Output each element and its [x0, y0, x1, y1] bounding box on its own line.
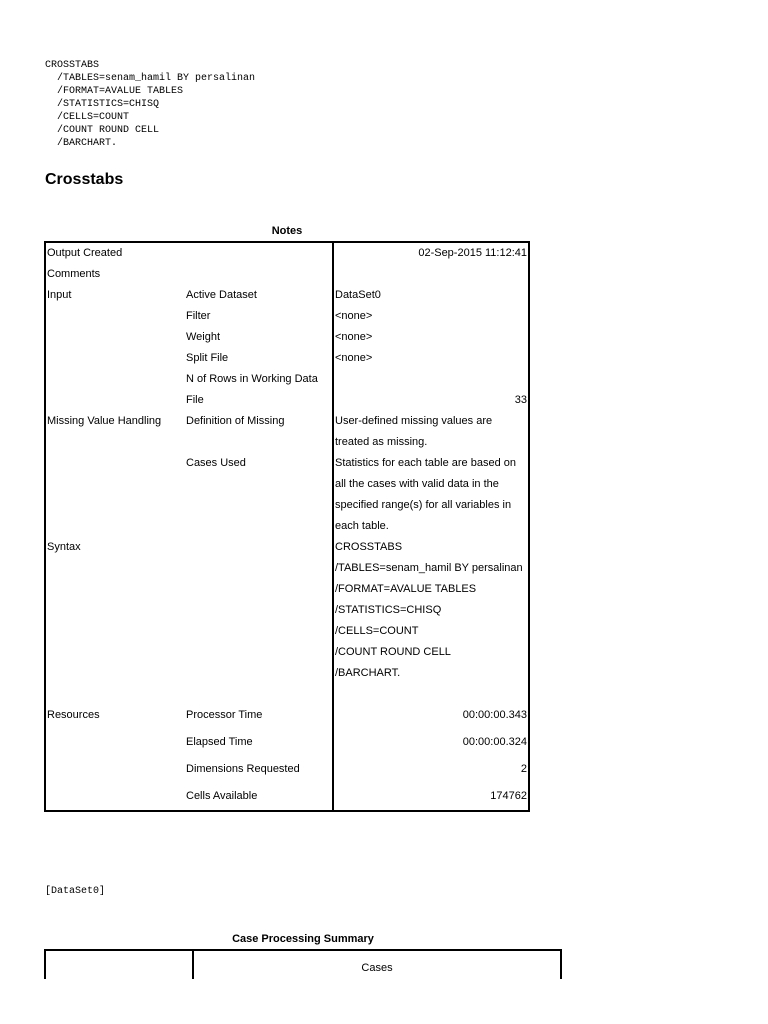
- case-processing-caption: Case Processing Summary: [232, 933, 374, 945]
- row-sublabel: Cells Available: [186, 790, 258, 802]
- notes-table: [44, 241, 530, 812]
- row-sublabel: [185, 242, 333, 264]
- table-row: [45, 729, 529, 756]
- row-label: [45, 327, 185, 348]
- row-value: <none>: [333, 348, 529, 369]
- row-sublabel: [185, 537, 333, 702]
- table-row: [45, 756, 529, 783]
- table-row: [45, 264, 529, 285]
- row-value: 02-Sep-2015 11:12:41: [333, 242, 529, 264]
- row-sublabel: Active Dataset: [186, 289, 257, 301]
- row-label: [45, 729, 185, 756]
- row-value: 00:00:00.343: [333, 702, 529, 729]
- row-value: DataSet0: [333, 285, 529, 306]
- row-sublabel: Split File: [186, 352, 229, 364]
- row-sublabel: N of Rows in Working Data File: [186, 373, 318, 406]
- row-sublabel: Definition of Missing: [186, 415, 285, 427]
- row-value: User-defined missing values are treated as missing.: [333, 411, 529, 453]
- row-sublabel: Dimensions Requested: [186, 763, 300, 775]
- row-sublabel: Elapsed Time: [186, 736, 253, 748]
- table-row: [45, 702, 529, 729]
- row-value: [333, 264, 529, 285]
- table-row: [45, 369, 529, 411]
- syntax-value: CROSSTABS /TABLES=senam_hamil BY persalinan /FORMAT=AVALUE TABLES /STATISTICS=CHISQ /CELLS=COUNT /COUNT ROUND CELL /BARCHART.: [333, 537, 529, 702]
- table-row: [45, 783, 529, 811]
- row-value: 2: [333, 756, 529, 783]
- notes-caption: Notes: [271, 225, 303, 237]
- row-label: Input: [47, 289, 72, 301]
- row-sublabel: [185, 264, 333, 285]
- row-value: Statistics for each table are based on all the cases with valid data in the specified range(s) for all variables in each table.: [333, 453, 529, 537]
- row-label: [45, 348, 185, 369]
- table-row: [45, 537, 529, 702]
- table-row: [45, 411, 529, 453]
- cases-header: Cases: [361, 962, 393, 974]
- row-label: Comments: [47, 268, 101, 280]
- row-label: [45, 369, 185, 411]
- row-sublabel: Processor Time: [186, 709, 263, 721]
- row-sublabel: Cases Used: [186, 457, 246, 469]
- syntax-block: CROSSTABS /TABLES=senam_hamil BY persalinan /FORMAT=AVALUE TABLES /STATISTICS=CHISQ /CELLS=COUNT /COUNT ROUND CELL /BARCHART.: [45, 60, 256, 149]
- table-row: [45, 327, 529, 348]
- table-row: [45, 285, 529, 306]
- row-value: 33: [333, 369, 529, 411]
- row-label: Resources: [47, 709, 100, 721]
- section-heading: Crosstabs: [45, 171, 124, 188]
- row-sublabel: Weight: [186, 331, 221, 343]
- row-label: [45, 306, 185, 327]
- row-sublabel: Filter: [186, 310, 211, 322]
- table-row: [45, 348, 529, 369]
- row-label: Missing Value Handling: [47, 415, 162, 427]
- row-label: [45, 783, 185, 811]
- table-row: [45, 306, 529, 327]
- table-row: [45, 242, 529, 264]
- row-value: <none>: [333, 306, 529, 327]
- row-label: [45, 756, 185, 783]
- row-value: <none>: [333, 327, 529, 348]
- case-processing-table: [44, 949, 562, 979]
- row-label: Syntax: [47, 541, 81, 553]
- row-value: 00:00:00.324: [333, 729, 529, 756]
- row-label: Output Created: [47, 247, 123, 259]
- dataset-label: [DataSet0]: [45, 886, 106, 897]
- row-label: [45, 453, 185, 537]
- row-value: 174762: [333, 783, 529, 811]
- table-row: [45, 453, 529, 537]
